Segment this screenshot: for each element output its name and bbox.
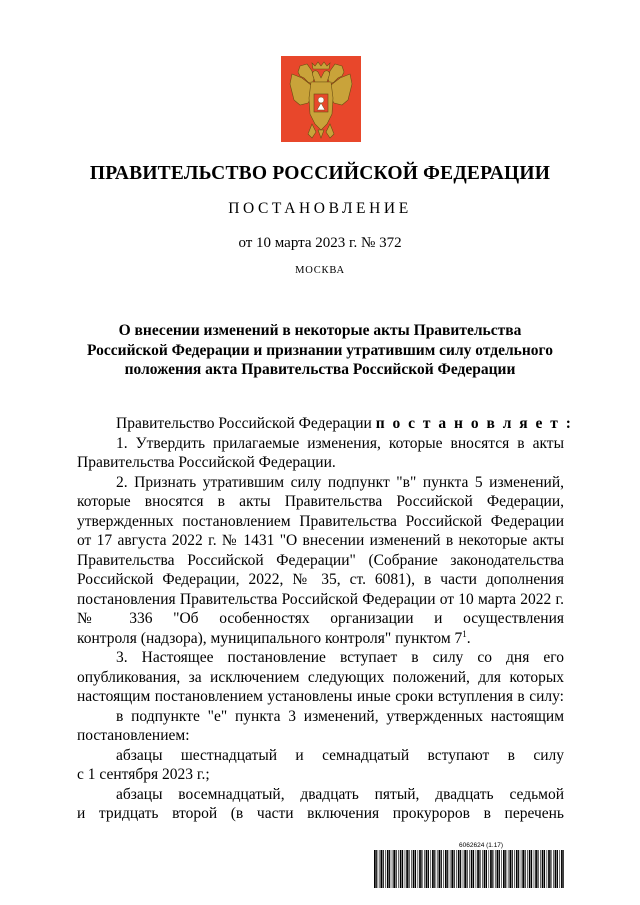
barcode-bar bbox=[489, 850, 490, 888]
barcode-bar bbox=[509, 850, 511, 888]
barcode-bar bbox=[490, 850, 492, 888]
barcode-bar bbox=[482, 850, 483, 888]
barcode-bar bbox=[559, 850, 560, 888]
barcode-bar bbox=[501, 850, 502, 888]
body-line: от 17 августа 2022 г. № 1431 "О внесении изменений в некоторые акты bbox=[77, 532, 564, 549]
barcode-number: 6062624 (1.17) bbox=[459, 842, 504, 849]
barcode-bar bbox=[408, 850, 409, 888]
barcode-bar bbox=[380, 850, 382, 888]
barcode-bar bbox=[376, 850, 377, 888]
barcode bbox=[374, 850, 564, 888]
barcode-bar bbox=[441, 850, 442, 888]
barcode-bar bbox=[521, 850, 522, 888]
title-line: О внесении изменений в некоторые акты Правительства bbox=[118, 322, 522, 339]
barcode-bar bbox=[527, 850, 528, 888]
document-body bbox=[77, 414, 573, 824]
barcode-bar bbox=[379, 850, 380, 888]
body-line: Правительства Российской Федерации. bbox=[77, 454, 336, 471]
barcode-bar bbox=[544, 850, 545, 888]
barcode-bar bbox=[389, 850, 390, 888]
barcode-bar bbox=[471, 850, 473, 888]
barcode-bar bbox=[387, 850, 389, 888]
coat-of-arms-emblem bbox=[278, 52, 364, 144]
barcode-bar bbox=[415, 850, 416, 888]
body-line: № 336 "Об особенностях организации и осуществления bbox=[77, 610, 564, 627]
decree-date-number: от 10 марта 2023 г. № 372 bbox=[238, 235, 402, 251]
barcode-bar bbox=[385, 850, 386, 888]
barcode-bar bbox=[555, 850, 557, 888]
barcode-bar bbox=[451, 850, 453, 888]
barcode-bar bbox=[477, 850, 479, 888]
body-line bbox=[77, 629, 564, 649]
barcode-bar bbox=[497, 850, 499, 888]
body-line-text: контроля (надзора), муниципального контроля" пунктом 7 bbox=[77, 629, 463, 647]
barcode-bar bbox=[426, 850, 428, 888]
body-line: абзацы шестнадцатый и семнадцатый вступают в силу bbox=[116, 746, 564, 764]
barcode-bar bbox=[421, 850, 422, 888]
barcode-bar bbox=[402, 850, 403, 888]
barcode-bar bbox=[547, 850, 548, 888]
barcode-bar bbox=[396, 850, 397, 888]
barcode-bar bbox=[503, 850, 505, 888]
intro-text: Правительство Российской Федерации bbox=[116, 415, 372, 432]
barcode-bar bbox=[419, 850, 421, 888]
barcode-bar bbox=[508, 850, 509, 888]
body-line: с 1 сентября 2023 г.; bbox=[77, 766, 210, 783]
body-line: 2. Признать утратившим силу подпункт "в" пункта 5 изменений, bbox=[116, 473, 564, 491]
barcode-bar bbox=[534, 850, 535, 888]
barcode-bar bbox=[413, 850, 415, 888]
barcode-bar bbox=[392, 850, 393, 888]
barcode-bar bbox=[542, 850, 544, 888]
barcode-bar bbox=[512, 850, 513, 888]
body-line: и тридцать второй (в части включения прокуроров в перечень bbox=[77, 805, 564, 822]
body-line: Правительства Российской Федерации" (Собрание законодательства bbox=[77, 551, 564, 569]
barcode-bar bbox=[393, 850, 395, 888]
barcode-bar bbox=[430, 850, 431, 888]
barcode-bar bbox=[505, 850, 506, 888]
barcode-bar bbox=[418, 850, 419, 888]
barcode-bar bbox=[456, 850, 457, 888]
barcode-bar bbox=[464, 850, 466, 888]
barcode-bar bbox=[445, 850, 447, 888]
barcode-bar bbox=[437, 850, 438, 888]
barcode-bar bbox=[400, 850, 402, 888]
barcode-bar bbox=[447, 850, 448, 888]
barcode-bar bbox=[557, 850, 558, 888]
body-line: 3. Настоящее постановление вступает в силу со дня его bbox=[116, 649, 564, 666]
period: . bbox=[466, 629, 471, 647]
barcode-bar bbox=[495, 850, 496, 888]
barcode-bar bbox=[443, 850, 444, 888]
body-line: постановления Правительства Российской Федерации от 10 марта 2022 г. bbox=[77, 590, 564, 608]
intro-verb: п о с т а н о в л я е т : bbox=[375, 415, 573, 432]
barcode-bar bbox=[406, 850, 408, 888]
barcode-bar bbox=[516, 850, 518, 888]
decree-city: МОСКВА bbox=[295, 265, 345, 276]
barcode-bar bbox=[514, 850, 515, 888]
barcode-bar bbox=[499, 850, 500, 888]
body-line: абзацы восемнадцатый, двадцать пятый, двадцать седьмой bbox=[116, 785, 564, 803]
barcode-bar bbox=[486, 850, 487, 888]
barcode-bar bbox=[548, 850, 550, 888]
barcode-bar bbox=[434, 850, 435, 888]
body-line: постановлением: bbox=[77, 727, 190, 744]
barcode-bar bbox=[550, 850, 551, 888]
government-title: ПРАВИТЕЛЬСТВО РОССИЙСКОЙ ФЕДЕРАЦИИ bbox=[89, 163, 551, 184]
barcode-bar bbox=[525, 850, 526, 888]
barcode-bar bbox=[428, 850, 429, 888]
barcode-bar bbox=[518, 850, 519, 888]
body-line: которые вносятся в акты Правительства Российской Федерации, bbox=[77, 493, 564, 510]
barcode-bar bbox=[463, 850, 464, 888]
body-line: опубликования, за исключением следующих положений, для которых bbox=[77, 668, 564, 686]
barcode-bar bbox=[374, 850, 376, 888]
barcode-bar bbox=[484, 850, 486, 888]
barcode-bar bbox=[535, 850, 537, 888]
body-line: утвержденных постановлением Правительства Российской Федерации bbox=[77, 512, 564, 530]
barcode-bar bbox=[424, 850, 425, 888]
footnote-mark: 1 bbox=[462, 628, 467, 639]
barcode-bar bbox=[460, 850, 461, 888]
body-line: настоящим постановлением установлены иные сроки вступления в силу: bbox=[77, 688, 564, 705]
title-line: Российской Федерации и признании утратившим силу отдельного bbox=[87, 341, 553, 359]
document-type: ПОСТАНОВЛЕНИЕ bbox=[228, 200, 412, 217]
barcode-bar bbox=[529, 850, 531, 888]
barcode-bar bbox=[469, 850, 470, 888]
barcode-bar bbox=[473, 850, 474, 888]
barcode-bar bbox=[476, 850, 477, 888]
body-line: в подпункте "е" пункта 3 изменений, утвержденных настоящим bbox=[116, 707, 564, 725]
barcode-bar bbox=[563, 850, 564, 888]
barcode-bar bbox=[398, 850, 399, 888]
title-line: положения акта Правительства Российской Федерации bbox=[124, 361, 516, 378]
barcode-bar bbox=[561, 850, 563, 888]
barcode-bar bbox=[439, 850, 441, 888]
barcode-bar bbox=[553, 850, 554, 888]
barcode-bar bbox=[432, 850, 434, 888]
barcode-bar bbox=[537, 850, 538, 888]
barcode-bar bbox=[383, 850, 384, 888]
barcode-bar bbox=[450, 850, 451, 888]
document-title bbox=[60, 321, 580, 380]
barcode-bar bbox=[531, 850, 532, 888]
body-line: 1. Утвердить прилагаемые изменения, которые вносятся в акты bbox=[116, 434, 564, 452]
barcode-bar bbox=[479, 850, 480, 888]
barcode-bar bbox=[405, 850, 406, 888]
barcode-bar bbox=[492, 850, 493, 888]
barcode-bar bbox=[522, 850, 524, 888]
barcode-bar bbox=[467, 850, 468, 888]
intro-line bbox=[77, 414, 573, 434]
barcode-bar bbox=[454, 850, 455, 888]
barcode-bar bbox=[411, 850, 412, 888]
body-line: Российской Федерации, 2022, № 35, ст. 6081), в части дополнения bbox=[77, 571, 564, 588]
barcode-bar bbox=[540, 850, 541, 888]
barcode-bar bbox=[458, 850, 460, 888]
